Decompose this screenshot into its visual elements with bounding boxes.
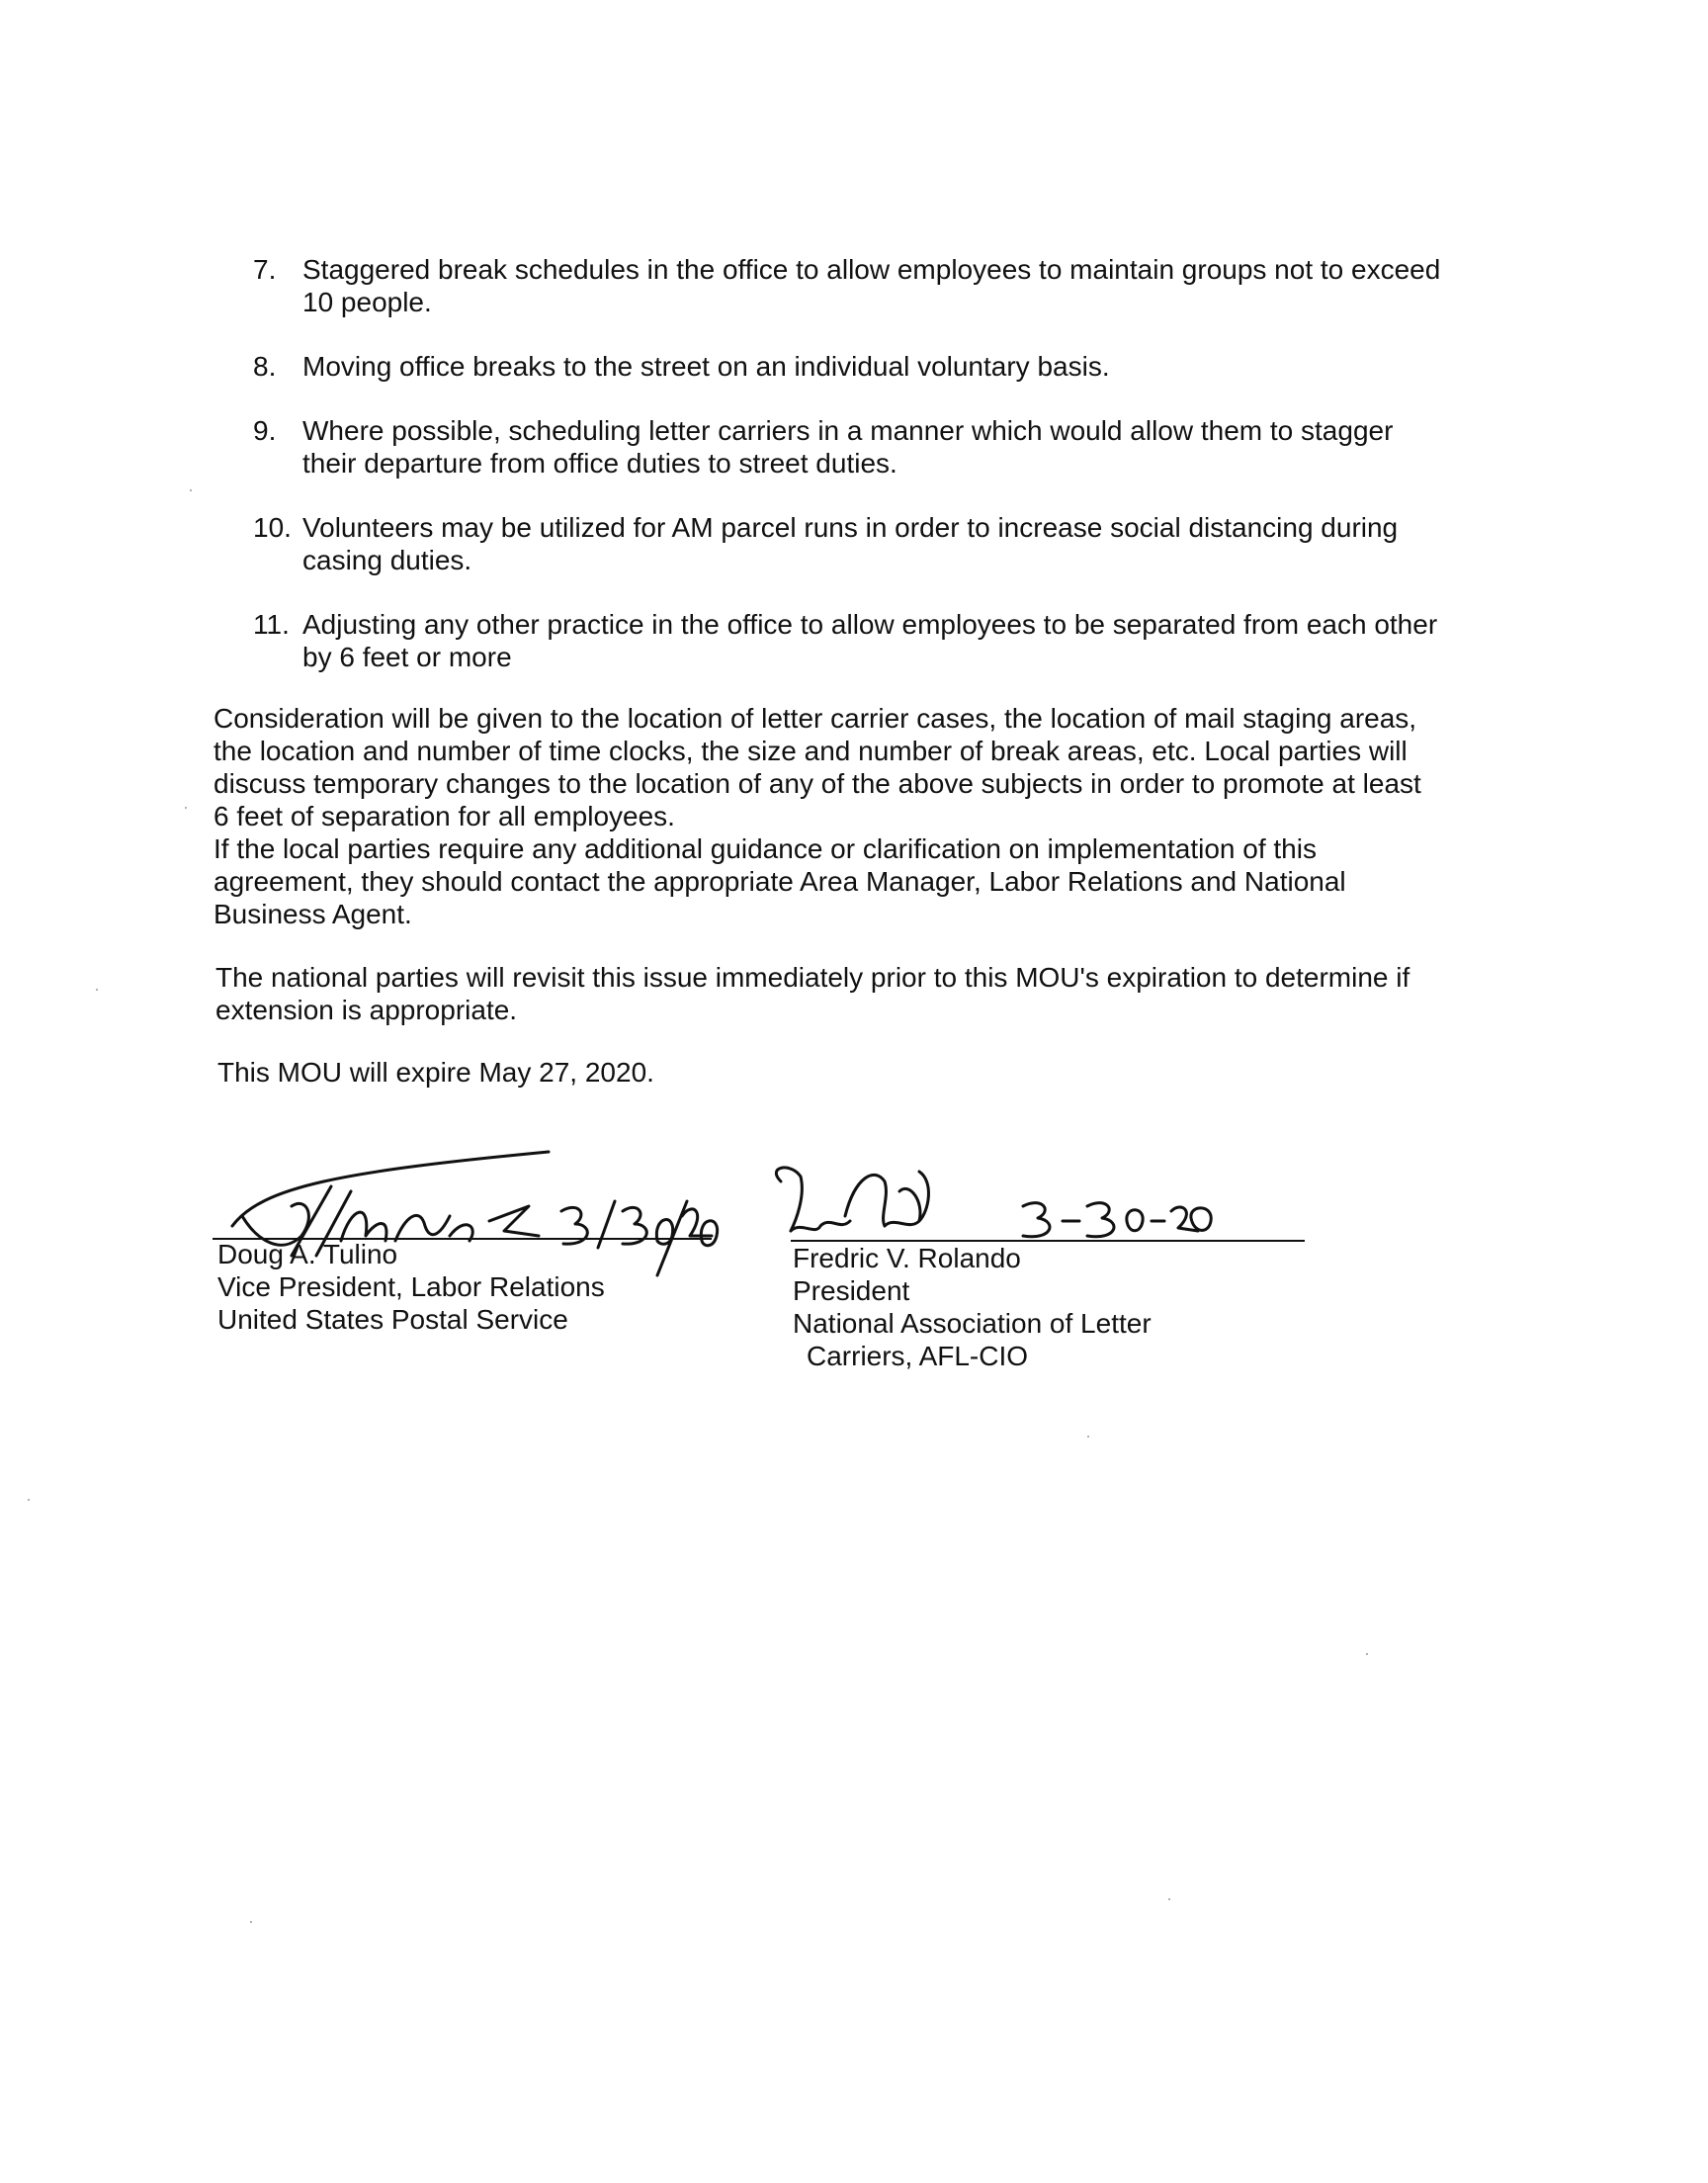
right-signature-date-text [0, 0, 1, 1]
left-signer-title: Vice President, Labor Relations [217, 1271, 605, 1302]
scan-speck [1366, 1653, 1368, 1655]
list-item-number: 9. [253, 415, 277, 446]
list-item [253, 608, 1449, 673]
right-signer-org-line2: Carriers, AFL-CIO [807, 1341, 1029, 1371]
scan-speck [250, 1921, 252, 1923]
scan-speck [28, 1499, 30, 1501]
list-item-text: Moving office breaks to the street on an individual voluntary basis. [302, 351, 1110, 382]
guidance-paragraph: If the local parties require any additional guidance or clarification on implementation of this agreement, they should contact the appropriate Area Manager, Labor Relations and National Business Agent. [214, 833, 1346, 929]
right-signer-name: Fredric V. Rolando [793, 1243, 1021, 1273]
list-item-number: 7. [253, 254, 277, 285]
right-signature [761, 1162, 998, 1251]
left-signature-date-text [0, 0, 1, 1]
right-signer-org-line1: National Association of Letter [793, 1308, 1152, 1339]
numbered-list [253, 253, 1449, 705]
list-item-text: Staggered break schedules in the office to allow employees to maintain groups not to exceed 10 people. [302, 254, 1441, 317]
list-item-number: 8. [253, 351, 277, 382]
scan-speck [190, 489, 192, 491]
list-item-text: Adjusting any other practice in the office to allow employees to be separated from each other by 6 feet or more [302, 609, 1438, 672]
list-item-number: 11. [253, 609, 290, 640]
left-signer-name: Doug A. Tulino [217, 1239, 398, 1269]
consideration-paragraph: Consideration will be given to the location of letter carrier cases, the location of mail staging areas, the location and number of time clocks, the size and number of break areas, etc. Local parties will discuss temporary changes to the location of any of the above subjects in order to promote at least 6 feet of separation for all employees. [214, 703, 1421, 831]
list-item [253, 350, 1449, 383]
scan-speck [96, 989, 98, 991]
left-signer-org: United States Postal Service [217, 1304, 568, 1335]
revisit-paragraph: The national parties will revisit this issue immediately prior to this MOU's expiration to determine if extension is appropriate. [215, 962, 1410, 1025]
right-signature-date [1018, 1196, 1216, 1246]
list-item-number: 10. [253, 512, 292, 543]
left-signature-block [217, 1238, 605, 1336]
list-item [253, 253, 1449, 318]
scan-speck [1087, 1436, 1089, 1438]
list-item [253, 511, 1449, 576]
expiry-paragraph: This MOU will expire May 27, 2020. [217, 1057, 654, 1088]
list-item [253, 414, 1449, 480]
right-signature-block [793, 1242, 1152, 1372]
list-item-text: Where possible, scheduling letter carriers in a manner which would allow them to stagger their departure from office duties to street duties. [302, 415, 1394, 479]
right-signer-title: President [793, 1275, 910, 1306]
list-item-text: Volunteers may be utilized for AM parcel runs in order to increase social distancing during casing duties. [302, 512, 1399, 575]
scan-speck [1168, 1898, 1170, 1900]
scan-speck [185, 807, 187, 809]
